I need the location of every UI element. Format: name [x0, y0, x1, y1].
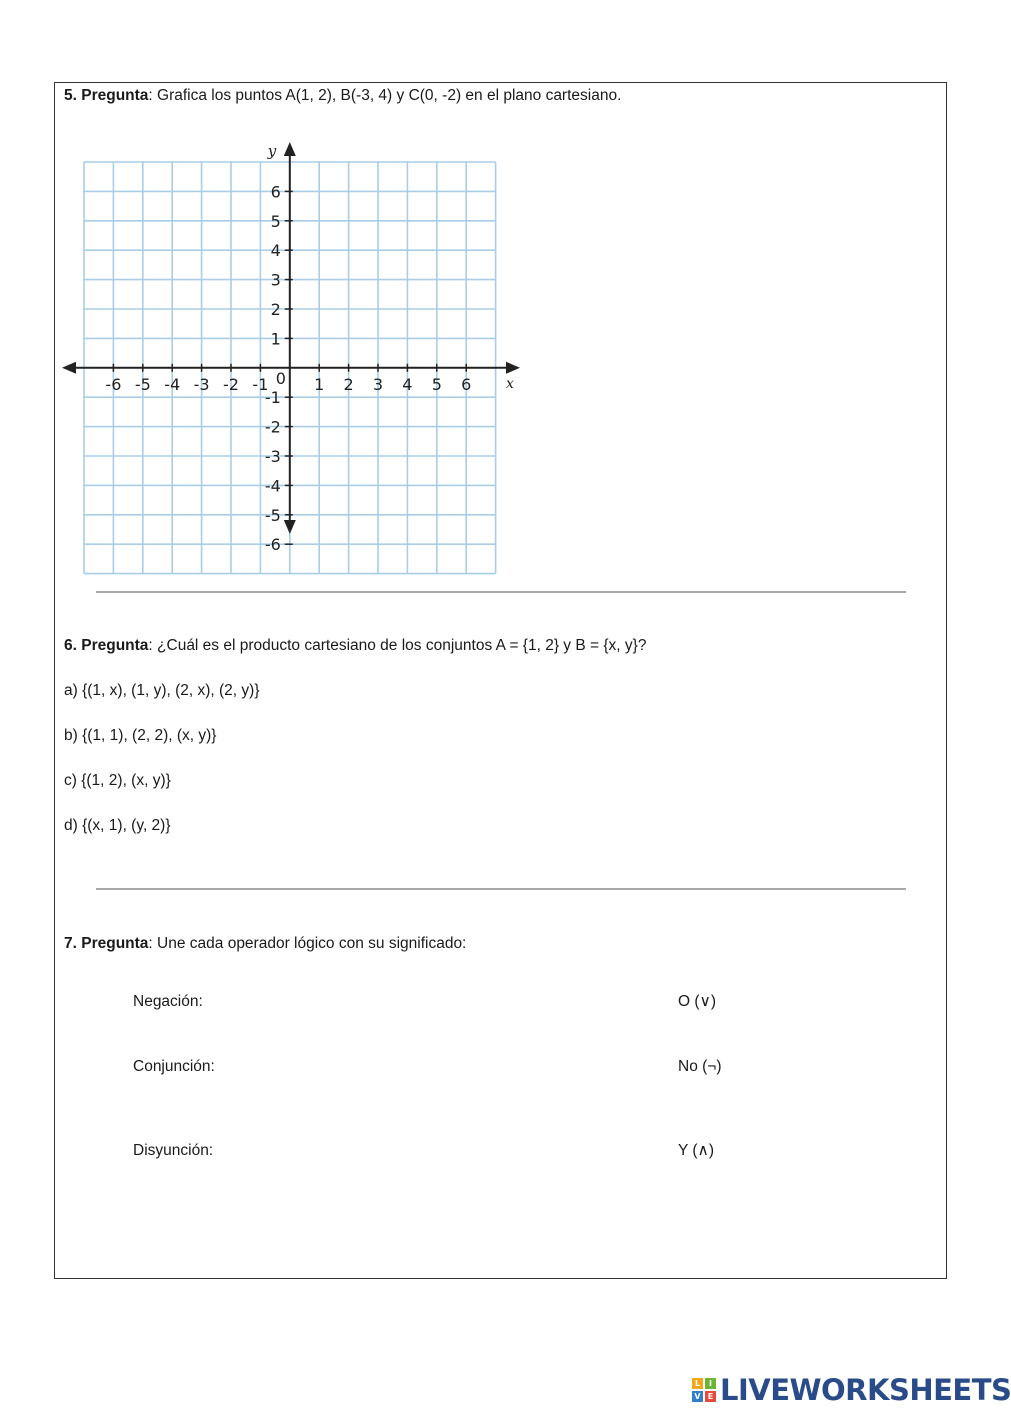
- logo-letter: L: [692, 1378, 703, 1389]
- cartesian-plane[interactable]: [60, 138, 530, 555]
- option-b[interactable]: b) {(1, 1), (2, 2), (x, y)}: [64, 727, 217, 744]
- divider: [96, 591, 906, 593]
- x-axis-arrow-right: [506, 362, 520, 374]
- logo-letter: V: [692, 1391, 703, 1402]
- y-tick-label: -4: [264, 476, 281, 496]
- y-tick-label: 4: [270, 241, 281, 261]
- y-axis-label: y: [267, 142, 277, 160]
- y-tick-label: -6: [264, 535, 281, 555]
- option-a[interactable]: a) {(1, x), (1, y), (2, x), (2, y)}: [64, 682, 260, 699]
- question-7-text: : Une cada operador lógico con su significado:: [148, 935, 467, 952]
- origin-label: 0: [275, 368, 286, 388]
- x-tick-label: -6: [105, 374, 122, 394]
- x-tick-label: -5: [134, 374, 151, 394]
- y-axis-arrow-up: [284, 142, 296, 156]
- liveworksheets-logo: [692, 1374, 1011, 1406]
- x-tick-label: -2: [223, 374, 239, 394]
- y-tick-label: 2: [270, 300, 281, 319]
- logo-letter: E: [705, 1391, 716, 1402]
- match-right-or[interactable]: O (∨): [678, 993, 717, 1010]
- x-tick-label: -4: [164, 374, 181, 394]
- y-tick-label: 1: [270, 329, 281, 349]
- plane-labels: [105, 142, 514, 554]
- y-tick-label: 6: [270, 182, 281, 202]
- x-tick-label: 3: [372, 374, 384, 394]
- option-d[interactable]: d) {(x, 1), (y, 2)}: [64, 817, 171, 834]
- question-5-number: 5. Pregunta: [64, 87, 149, 104]
- y-tick-label: -5: [264, 505, 281, 525]
- divider: [96, 888, 906, 890]
- x-tick-label: -3: [193, 374, 210, 394]
- question-6-number: 6. Pregunta: [64, 637, 149, 654]
- match-left-negacion[interactable]: Negación:: [133, 993, 203, 1010]
- question-7: [64, 934, 466, 954]
- logo-letter: I: [705, 1378, 716, 1389]
- logo-text: LIVEWORKSHEETS: [720, 1373, 1011, 1407]
- question-7-number: 7. Pregunta: [64, 935, 149, 952]
- y-tick-label: 3: [270, 270, 281, 290]
- plane-axes: [62, 142, 520, 544]
- question-5: [64, 86, 621, 106]
- question-6: [64, 636, 646, 656]
- y-tick-label: -1: [264, 388, 281, 408]
- y-tick-label: -3: [264, 447, 281, 466]
- x-tick-label: 1: [314, 374, 325, 394]
- x-tick-label: 5: [431, 374, 442, 394]
- question-6-text: : ¿Cuál es el producto cartesiano de los conjuntos A = {1, 2} y B = {x, y}?: [148, 637, 647, 654]
- option-c[interactable]: c) {(1, 2), (x, y)}: [64, 772, 171, 789]
- y-tick-label: -2: [264, 417, 281, 437]
- logo-mark-icon: [692, 1378, 716, 1402]
- x-axis-arrow-left: [62, 362, 76, 374]
- x-tick-label: 4: [402, 374, 413, 394]
- match-right-not[interactable]: No (¬): [678, 1058, 722, 1075]
- y-tick-label: 5: [270, 211, 281, 231]
- x-tick-label: 2: [343, 374, 354, 394]
- y-axis-arrow-down: [284, 520, 296, 534]
- x-tick-label: -1: [252, 374, 269, 394]
- match-left-disyuncion[interactable]: Disyunción:: [133, 1142, 214, 1159]
- x-tick-label: 6: [461, 374, 472, 394]
- match-right-and[interactable]: Y (∧): [678, 1142, 715, 1159]
- match-left-conjuncion[interactable]: Conjunción:: [133, 1058, 215, 1075]
- question-5-text: : Grafica los puntos A(1, 2), B(-3, 4) y C(0, -2) en el plano cartesiano.: [148, 87, 622, 104]
- x-axis-label: x: [506, 375, 514, 392]
